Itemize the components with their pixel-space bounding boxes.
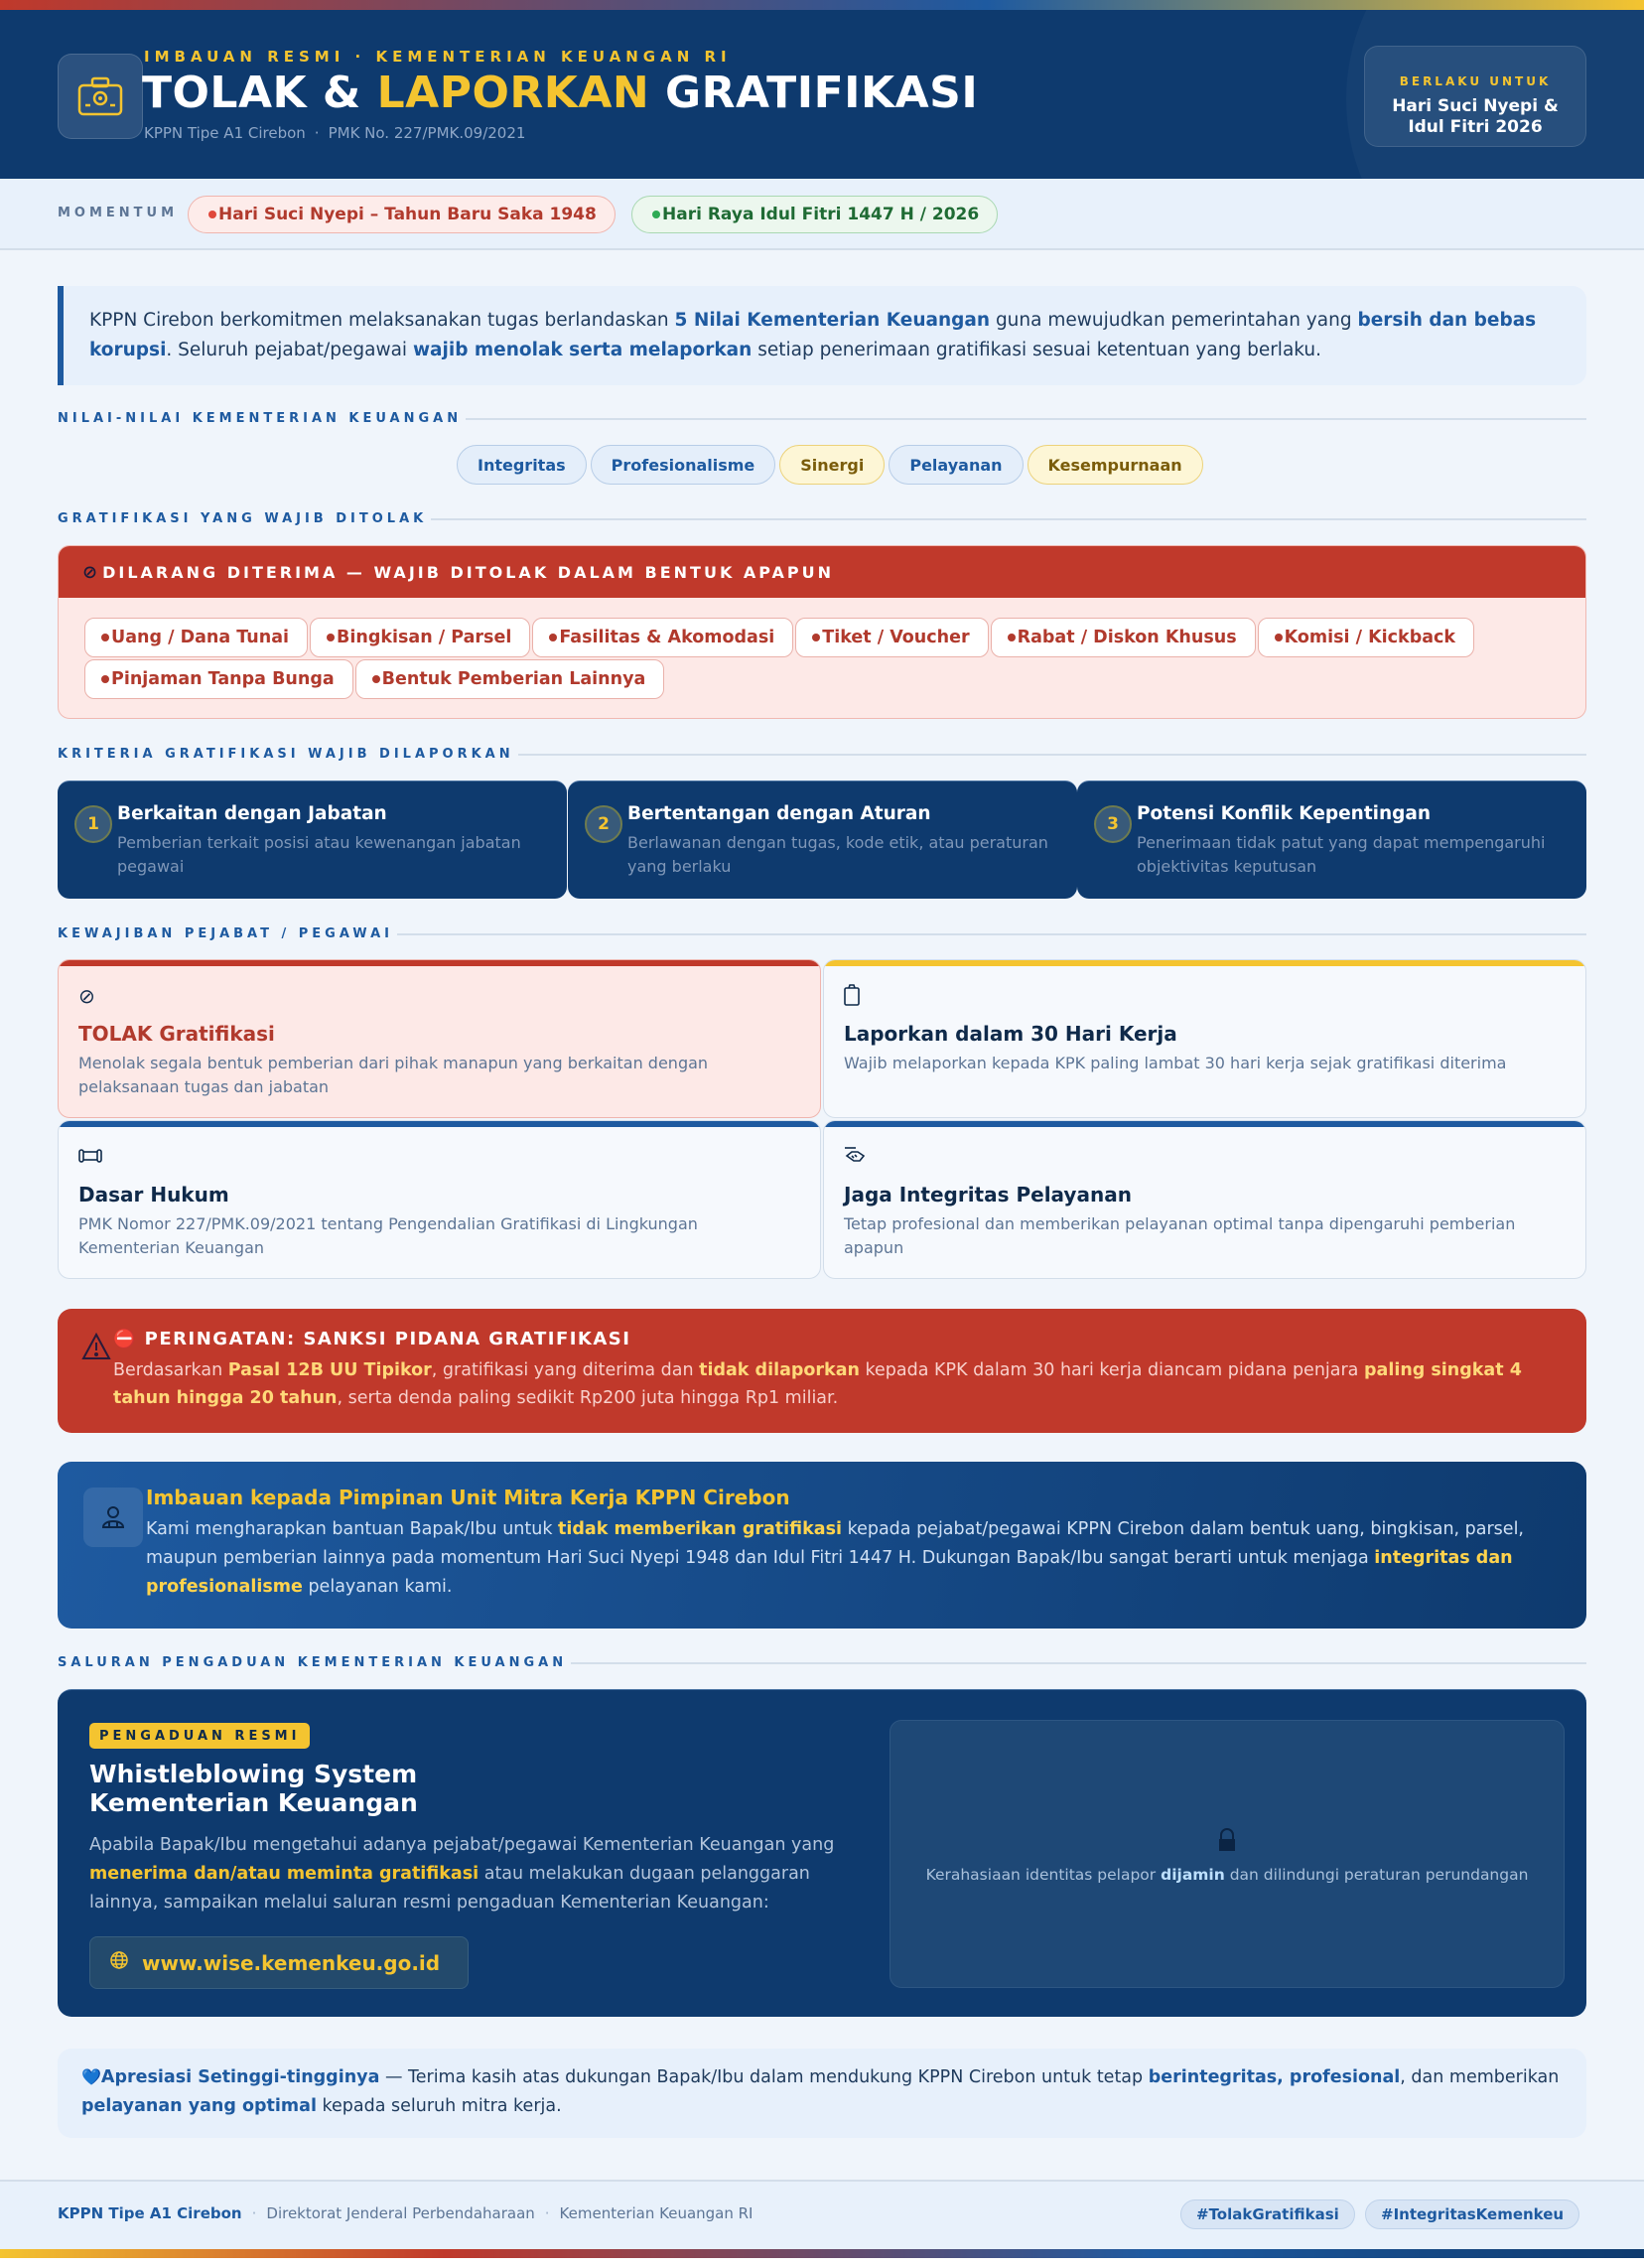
warning-desc [113, 1356, 1563, 1412]
lock-icon [1218, 1828, 1236, 1856]
card-accent-bar [824, 1121, 1585, 1127]
thanks-emphasis: pelayanan yang optimal [81, 2096, 317, 2116]
obligation-title: TOLAK Gratifikasi [78, 1022, 275, 1046]
header-subtitle: KPPN Tipe A1 Cirebon · PMK No. 227/PMK.09/2021 [144, 124, 526, 142]
page-title [142, 68, 978, 118]
criteria-number: 2 [585, 805, 622, 843]
badge-label: BERLAKU UNTUK [1399, 74, 1552, 88]
card-accent-bar [824, 960, 1585, 966]
prohibited-item [991, 618, 1256, 657]
badge-value [1365, 96, 1585, 138]
warning-emphasis: paling singkat 4 tahun hingga 20 tahun [113, 1360, 1522, 1408]
dot-icon [652, 211, 660, 218]
footer-info: KPPN Tipe A1 Cirebon · Direktorat Jenderal Perbendaharaan · Kementerian Keuangan RI [58, 2204, 754, 2222]
prohibited-item-label: Tiket / Voucher [822, 628, 970, 647]
warning-text: kepada KPK dalam 30 hari kerja diancam pidana penjara [859, 1360, 1364, 1380]
criteria-card [58, 780, 567, 899]
footer-ministry: Kementerian Keuangan RI [559, 2204, 754, 2222]
section-heading-text: KRITERIA GRATIFIKASI WAJIB DILAPORKAN [58, 747, 514, 762]
criteria-desc: Berlawanan dengan tugas, kode etik, atau peraturan yang berlaku [627, 833, 1048, 876]
obligation-card-laporkan [823, 959, 1586, 1118]
section-heading-text: KEWAJIBAN PEJABAT / PEGAWAI [58, 926, 393, 941]
footer-directorate: Direktorat Jenderal Perbendaharaan [266, 2204, 535, 2222]
prohibited-item-label: Rabat / Diskon Khusus [1017, 628, 1237, 647]
obligation-desc: PMK Nomor 227/PMK.09/2021 tentang Pengendalian Gratifikasi di Lingkungan Kementerian Keuangan [78, 1214, 698, 1257]
top-accent-bar [0, 0, 1644, 10]
warning-text: Berdasarkan [113, 1360, 228, 1380]
appeal-emphasis: integritas dan profesionalisme [146, 1548, 1513, 1597]
appeal-text: Kami mengharapkan bantuan Bapak/Ibu untuk [146, 1519, 559, 1539]
prohibited-item [84, 618, 308, 657]
criteria-card [568, 780, 1077, 899]
momentum-pill-nyepi [188, 196, 616, 233]
briefcase-icon [58, 54, 143, 139]
prohibited-item-label: Bingkisan / Parsel [337, 628, 512, 647]
prohibited-item [1258, 618, 1474, 657]
prohibited-item [355, 659, 665, 699]
divider [466, 418, 1586, 420]
subtitle-office: KPPN Tipe A1 Cirebon [144, 124, 306, 142]
obligation-title: Dasar Hukum [78, 1183, 229, 1206]
header [0, 10, 1644, 179]
appeal-title: Imbauan kepada Pimpinan Unit Mitra Kerja KPPN Cirebon [146, 1486, 790, 1509]
appeal-callout [58, 1462, 1586, 1629]
hashtag-chip[interactable]: #IntegritasKemenkeu [1365, 2199, 1579, 2229]
section-heading-criteria [58, 747, 1586, 762]
hashtag-chip[interactable]: #TolakGratifikasi [1180, 2199, 1355, 2229]
header-kicker: IMBAUAN RESMI · KEMENTERIAN KEUANGAN RI [144, 48, 732, 66]
intro-text: setiap penerimaan gratifikasi sesuai ketentuan yang berlaku. [752, 340, 1322, 360]
criteria-number: 3 [1094, 805, 1132, 843]
validity-badge [1364, 46, 1586, 147]
confidentiality-panel [890, 1720, 1565, 1988]
intro-text: . Seluruh pejabat/pegawai [166, 340, 413, 360]
prohibited-item-label: Bentuk Pemberian Lainnya [381, 669, 646, 689]
penalty-warning [58, 1309, 1586, 1433]
clipboard-icon [844, 984, 860, 1011]
intro-callout [58, 286, 1586, 385]
criteria-desc: Penerimaan tidak patut yang dapat mempengaruhi objektivitas keputusan [1137, 833, 1546, 876]
value-chip: Pelayanan [889, 445, 1023, 485]
criteria-desc: Pemberian terkait posisi atau kewenangan jabatan pegawai [117, 833, 521, 876]
values-list [457, 445, 1203, 485]
obligation-card-dasar-hukum [58, 1120, 821, 1279]
handshake-icon [844, 1145, 868, 1169]
intro-emphasis: 5 Nilai Kementerian Keuangan [674, 310, 991, 331]
obligation-desc: Wajib melaporkan kepada KPK paling lambat 30 hari kerja sejak gratifikasi diterima [844, 1054, 1507, 1072]
card-accent-bar [59, 1121, 820, 1127]
thanks-text: , dan memberikan [1400, 2067, 1560, 2087]
section-heading-text: SALURAN PENGADUAN KEMENTERIAN KEUANGAN [58, 1655, 568, 1670]
section-heading-obligations [58, 926, 1586, 941]
globe-icon [110, 1951, 128, 1974]
prohibited-item-label: Komisi / Kickback [1284, 628, 1456, 647]
whistleblowing-text: atau melakukan dugaan pelanggaran lainnya, sampaikan melalui saluran resmi pengaduan Kementerian Keuangan: [89, 1864, 810, 1913]
appeal-desc [146, 1515, 1556, 1602]
wise-url: www.wise.kemenkeu.go.id [142, 1950, 441, 1975]
confidentiality-text [890, 1866, 1564, 1884]
criteria-title: Berkaitan dengan Jabatan [117, 803, 387, 824]
title-part-2: GRATIFIKASI [649, 68, 979, 118]
subtitle-regulation: PMK No. 227/PMK.09/2021 [328, 124, 526, 142]
warning-text: , serta denda paling sedikit Rp200 juta hingga Rp1 miliar. [337, 1388, 839, 1408]
footer [0, 2180, 1644, 2249]
official-tag: PENGADUAN RESMI [89, 1723, 310, 1749]
divider [431, 518, 1586, 520]
criteria-number: 1 [74, 805, 112, 843]
section-heading-complaint [58, 1655, 1586, 1670]
page-bottom [0, 2258, 1644, 2268]
whistleblowing-title: Whistleblowing System Kementerian Keuangan [89, 1760, 418, 1817]
value-chip: Profesionalisme [591, 445, 776, 485]
section-heading-values [58, 411, 1586, 426]
warning-icon [81, 1333, 111, 1367]
appeal-emphasis: tidak memberikan gratifikasi [558, 1519, 842, 1539]
value-chip: Integritas [457, 445, 587, 485]
bottom-accent-bar [0, 2249, 1644, 2258]
appeal-text: kepada pejabat/pegawai KPPN Cirebon dalam bentuk uang, bingkisan, parsel, maupun pemberian lainnya pada momentum Hari Suci Nyepi 1948 dan Idul Fitri 1447 H. Dukungan Bapak/Ibu sangat berarti untuk menjaga [146, 1519, 1524, 1568]
scroll-icon [78, 1145, 102, 1169]
conf-text: Kerahasiaan identitas pelapor [925, 1866, 1162, 1884]
momentum-pill-text: Hari Suci Nyepi – Tahun Baru Saka 1948 [218, 205, 597, 224]
conf-text: dan dilindungi peraturan perundangan [1224, 1866, 1529, 1884]
prohibited-item [84, 659, 353, 699]
whistleblowing-desc [89, 1831, 884, 1917]
prohibited-banner [58, 545, 1586, 719]
momentum-label: MOMENTUM [58, 206, 179, 220]
prohibited-banner-title: DILARANG DITERIMA — WAJIB DITOLAK DALAM BENTUK APAPUN [102, 562, 835, 582]
divider [397, 933, 1586, 935]
prohibited-item-label: Fasilitas & Akomodasi [559, 628, 775, 647]
prohibited-items [59, 598, 1518, 699]
obligation-title: Jaga Integritas Pelayanan [844, 1183, 1132, 1206]
prohibited-item-label: Pinjaman Tanpa Bunga [111, 669, 335, 689]
people-icon [83, 1488, 143, 1547]
thanks-text: kepada seluruh mitra kerja. [316, 2096, 562, 2116]
obligation-title: Laporkan dalam 30 Hari Kerja [844, 1022, 1177, 1046]
whistleblowing-emphasis: menerima dan/atau meminta gratifikasi [89, 1864, 480, 1884]
momentum-bar [0, 179, 1644, 250]
conf-emphasis: dijamin [1161, 1866, 1225, 1884]
intro-emphasis: bersih dan bebas korupsi [89, 310, 1537, 360]
prohibited-item [310, 618, 530, 657]
section-heading-prohibited [58, 511, 1586, 526]
warning-emphasis: Pasal 12B UU Tipikor [227, 1360, 432, 1380]
no-entry-icon: ⊘ [82, 561, 101, 583]
intro-text: KPPN Cirebon berkomitmen melaksanakan tugas berlandaskan [89, 310, 675, 331]
obligation-card-integritas [823, 1120, 1586, 1279]
footer-office: KPPN Tipe A1 Cirebon [58, 2204, 242, 2222]
obligation-desc: Tetap profesional dan memberikan pelayanan optimal tanpa dipengaruhi pemberian apapun [844, 1214, 1516, 1257]
value-chip: Kesempurnaan [1028, 445, 1203, 485]
obligation-desc: Menolak segala bentuk pemberian dari pihak manapun yang berkaitan dengan pelaksanaan tugas dan jabatan [78, 1054, 709, 1096]
prohibited-banner-header [59, 546, 1585, 598]
obligation-card-tolak [58, 959, 821, 1118]
prohibited-item-label: Uang / Dana Tunai [111, 628, 290, 647]
card-accent-bar [59, 960, 820, 966]
criteria-card [1077, 780, 1586, 899]
warning-emphasis: tidak dilaporkan [699, 1360, 860, 1380]
whistleblowing-card [58, 1689, 1586, 2017]
divider [518, 754, 1586, 756]
section-heading-text: NILAI-NILAI KEMENTERIAN KEUANGAN [58, 411, 463, 426]
prohibited-item [532, 618, 793, 657]
value-chip: Sinergi [779, 445, 885, 485]
appeal-text: pelayanan kami. [302, 1577, 453, 1597]
warning-title: ⛔ PERINGATAN: SANKSI PIDANA GRATIFIKASI [113, 1329, 631, 1349]
intro-emphasis: wajib menolak serta melaporkan [412, 340, 753, 360]
whistleblowing-text: Apabila Bapak/Ibu mengetahui adanya pejabat/pegawai Kementerian Keuangan yang [89, 1835, 835, 1855]
momentum-pill-idul-fitri [631, 196, 998, 233]
momentum-pill-text: Hari Raya Idul Fitri 1447 H / 2026 [662, 205, 980, 224]
wise-link[interactable] [89, 1936, 469, 1989]
prohibited-item [795, 618, 988, 657]
no-entry-icon: ⊘ [78, 984, 95, 1008]
criteria-title: Bertentangan dengan Aturan [627, 803, 931, 824]
thanks-emphasis: Apresiasi Setinggi-tingginya [100, 2067, 380, 2087]
warning-text: , gratifikasi yang diterima dan [431, 1360, 700, 1380]
appreciation-callout [58, 2049, 1586, 2138]
badge-value-line-2: Idul Fitri 2026 [1408, 117, 1543, 137]
title-highlight: LAPORKAN [376, 68, 650, 118]
badge-value-line-1: Hari Suci Nyepi & [1392, 96, 1559, 116]
intro-text: guna mewujudkan pemerintahan yang [990, 310, 1358, 331]
thanks-emphasis: berintegritas, profesional [1148, 2067, 1401, 2087]
heart-icon: 💙 [81, 2067, 101, 2086]
criteria-title: Potensi Konflik Kepentingan [1137, 803, 1432, 824]
title-part-1: TOLAK & [142, 68, 377, 118]
dot-icon [208, 211, 216, 218]
section-heading-text: GRATIFIKASI YANG WAJIB DITOLAK [58, 511, 428, 526]
divider [571, 1662, 1586, 1664]
thanks-text: — Terima kasih atas dukungan Bapak/Ibu dalam mendukung KPPN Cirebon untuk tetap [379, 2067, 1149, 2087]
